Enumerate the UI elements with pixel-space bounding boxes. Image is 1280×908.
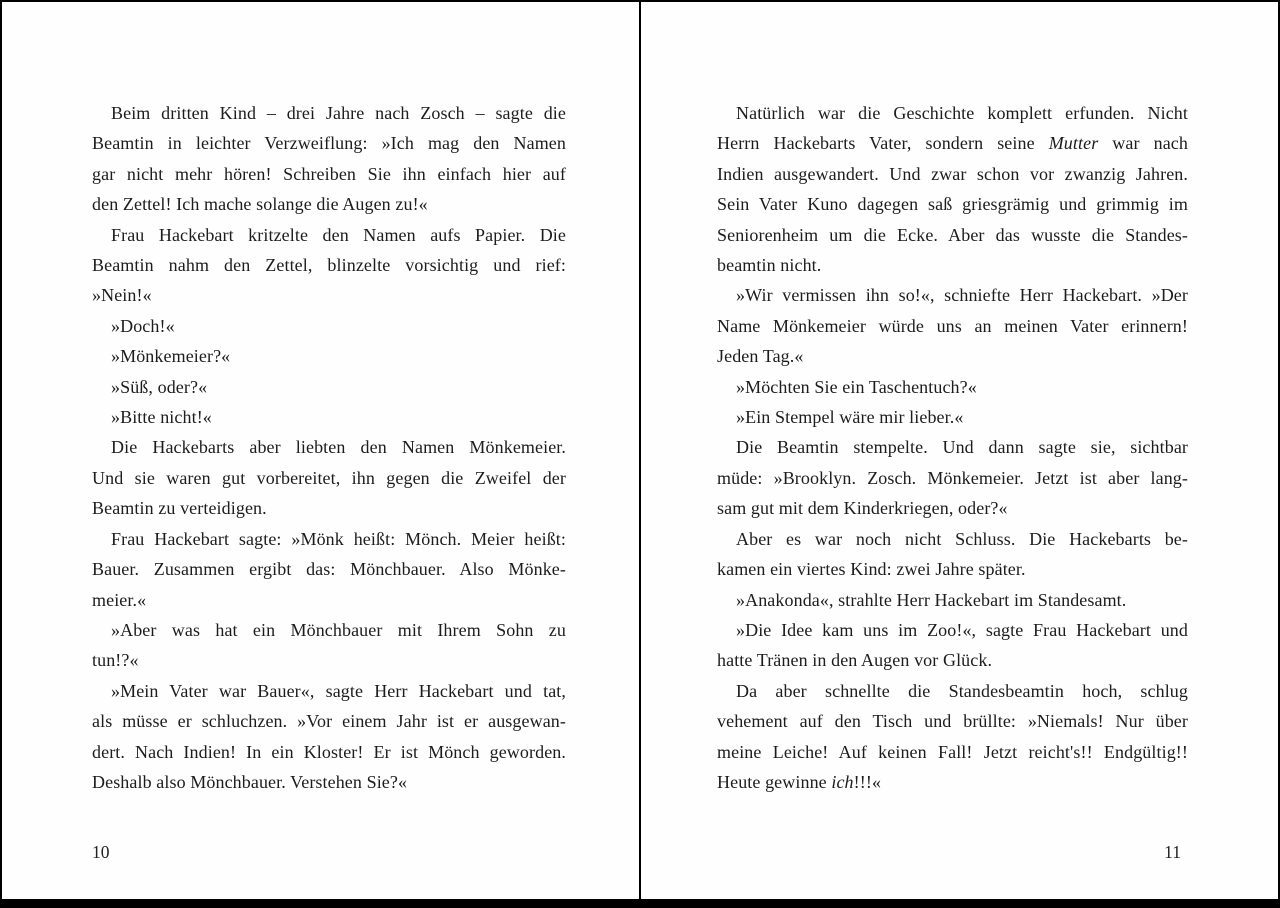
italic-text: ich bbox=[831, 771, 854, 792]
text-run: Die Hackebarts aber liebten den Namen Mönkemeier. bbox=[111, 437, 566, 458]
text-block bbox=[92, 98, 566, 797]
text-line bbox=[92, 554, 566, 584]
paragraph bbox=[92, 524, 566, 615]
page-number-right: 11 bbox=[1164, 842, 1181, 862]
paragraph bbox=[92, 676, 566, 798]
text-line bbox=[717, 524, 1188, 554]
text-run: »Ein Stempel wäre mir lieber.« bbox=[736, 407, 964, 428]
text-line bbox=[92, 311, 566, 341]
text-line bbox=[717, 189, 1188, 219]
text-line bbox=[717, 706, 1188, 736]
text-run: Sein Vater Kuno dagegen saß griesgrämig und grimmig im bbox=[717, 194, 1188, 215]
text-run: »Aber was hat ein Mönchbauer mit Ihrem Sohn zu bbox=[111, 619, 566, 640]
text-run: Die Beamtin stempelte. Und dann sagte sie, sichtbar bbox=[736, 437, 1188, 458]
text-line bbox=[92, 645, 566, 675]
text-line bbox=[717, 220, 1188, 250]
text-run: Beamtin in leichter Verzweiflung: »Ich mag den Namen bbox=[92, 133, 566, 154]
text-run: »Mönkemeier?« bbox=[111, 346, 231, 367]
text-run: sam gut mit dem Kinderkriegen, oder?« bbox=[717, 498, 1008, 519]
text-line bbox=[92, 432, 566, 462]
text-line bbox=[717, 767, 1188, 797]
paragraph bbox=[717, 585, 1188, 615]
text-run: »Bitte nicht!« bbox=[111, 407, 212, 428]
text-line bbox=[92, 706, 566, 736]
paragraph bbox=[717, 524, 1188, 585]
text-line bbox=[92, 493, 566, 523]
italic-text: Mutter bbox=[1048, 133, 1099, 154]
paragraph bbox=[717, 98, 1188, 280]
paragraph bbox=[717, 676, 1188, 798]
text-line bbox=[92, 341, 566, 371]
text-run: als müsse er schluchzen. »Vor einem Jahr ist er ausgewan- bbox=[92, 711, 566, 732]
text-line bbox=[92, 463, 566, 493]
text-line bbox=[92, 585, 566, 615]
text-run: kamen ein viertes Kind: zwei Jahre später. bbox=[717, 559, 1026, 580]
paragraph bbox=[717, 402, 1188, 432]
text-run: Bauer. Zusammen ergibt das: Mönchbauer. Also Mönke- bbox=[92, 559, 566, 580]
text-run: »Wir vermissen ihn so!«, schniefte Herr Hackebart. »Der bbox=[736, 285, 1188, 306]
text-run: Indien ausgewandert. Und zwar schon vor zwanzig Jahren. bbox=[717, 163, 1188, 184]
text-run: !!!« bbox=[853, 771, 882, 792]
text-run: Beim dritten Kind – drei Jahre nach Zosch – sagte die bbox=[111, 103, 566, 123]
text-run: tun!?« bbox=[92, 650, 139, 671]
text-run: Frau Hackebart sagte: »Mönk heißt: Mönch. Meier heißt: bbox=[111, 528, 566, 549]
text-line bbox=[717, 463, 1188, 493]
text-run: »Nein!« bbox=[92, 285, 152, 306]
text-run: Beamtin nahm den Zettel, blinzelte vorsichtig und rief: bbox=[92, 255, 566, 276]
text-line bbox=[92, 615, 566, 645]
text-line bbox=[717, 737, 1188, 767]
text-run: Herrn Hackebarts Vater, sondern seine bbox=[717, 133, 1049, 154]
paragraph bbox=[92, 311, 566, 341]
text-line bbox=[717, 676, 1188, 706]
text-line bbox=[92, 189, 566, 219]
text-line bbox=[717, 585, 1188, 615]
text-line bbox=[92, 250, 566, 280]
paragraph bbox=[717, 432, 1188, 523]
paragraph bbox=[717, 372, 1188, 402]
text-run: Aber es war noch nicht Schluss. Die Hackebarts be- bbox=[736, 528, 1188, 549]
bottom-bar bbox=[0, 899, 1280, 908]
text-run: Deshalb also Mönchbauer. Verstehen Sie?« bbox=[92, 771, 408, 792]
text-run: Seniorenheim um die Ecke. Aber das wusste die Standes- bbox=[717, 224, 1188, 245]
text-line bbox=[92, 159, 566, 189]
text-run: meier.« bbox=[92, 589, 147, 610]
text-run: »Die Idee kam uns im Zoo!«, sagte Frau Hackebart und bbox=[736, 619, 1188, 640]
paragraph bbox=[92, 372, 566, 402]
text-run: Natürlich war die Geschichte komplett erfunden. Nicht bbox=[736, 103, 1188, 123]
text-run: gar nicht mehr hören! Schreiben Sie ihn einfach hier auf bbox=[92, 163, 566, 184]
text-run: Frau Hackebart kritzelte den Namen aufs Papier. Die bbox=[111, 224, 566, 245]
text-run: meine Leiche! Auf keinen Fall! Jetzt reicht's!! Endgültig!! bbox=[717, 741, 1188, 762]
text-run: »Anakonda«, strahlte Herr Hackebart im Standesamt. bbox=[736, 589, 1127, 610]
text-run: Jeden Tag.« bbox=[717, 346, 804, 367]
text-run: Und sie waren gut vorbereitet, ihn gegen die Zweifel der bbox=[92, 467, 566, 488]
text-run: Beamtin zu verteidigen. bbox=[92, 498, 267, 519]
paragraph bbox=[92, 220, 566, 311]
text-line bbox=[717, 493, 1188, 523]
text-line bbox=[92, 280, 566, 310]
text-line bbox=[717, 128, 1188, 158]
text-line bbox=[92, 372, 566, 402]
text-line bbox=[717, 280, 1188, 310]
text-line bbox=[717, 554, 1188, 584]
text-line bbox=[717, 372, 1188, 402]
text-line bbox=[92, 676, 566, 706]
text-run: müde: »Brooklyn. Zosch. Mönkemeier. Jetzt ist aber lang- bbox=[717, 467, 1188, 488]
paragraph bbox=[92, 615, 566, 676]
text-run: Heute gewinne bbox=[717, 771, 832, 792]
text-line bbox=[717, 250, 1188, 280]
paragraph bbox=[717, 615, 1188, 676]
text-run: »Mein Vater war Bauer«, sagte Herr Hackebart und tat, bbox=[111, 680, 566, 701]
paragraph bbox=[717, 280, 1188, 371]
paragraph bbox=[92, 341, 566, 371]
text-run: hatte Tränen in den Augen vor Glück. bbox=[717, 650, 993, 671]
text-line bbox=[717, 159, 1188, 189]
text-line bbox=[92, 524, 566, 554]
text-line bbox=[717, 645, 1188, 675]
text-run: Da aber schnellte die Standesbeamtin hoch, schlug bbox=[736, 680, 1188, 701]
paragraph bbox=[92, 98, 566, 220]
text-run: Name Mönkemeier würde uns an meinen Vater erinnern! bbox=[717, 315, 1188, 336]
text-line bbox=[717, 432, 1188, 462]
text-block bbox=[717, 98, 1188, 797]
text-line bbox=[717, 311, 1188, 341]
text-run: den Zettel! Ich mache solange die Augen zu!« bbox=[92, 194, 428, 215]
paragraph bbox=[92, 402, 566, 432]
text-line bbox=[717, 615, 1188, 645]
text-line bbox=[92, 220, 566, 250]
text-line bbox=[717, 98, 1188, 128]
text-run: »Süß, oder?« bbox=[111, 376, 208, 397]
text-run: vehement auf den Tisch und brüllte: »Niemals! Nur über bbox=[717, 711, 1188, 732]
page-right bbox=[641, 2, 1278, 908]
text-line bbox=[92, 98, 566, 128]
text-run: »Möchten Sie ein Taschentuch?« bbox=[736, 376, 977, 397]
page-number-left: 10 bbox=[92, 842, 110, 862]
text-run: dert. Nach Indien! In ein Kloster! Er ist Mönch geworden. bbox=[92, 741, 566, 762]
text-line bbox=[92, 402, 566, 432]
text-run: »Doch!« bbox=[111, 315, 175, 336]
text-line bbox=[717, 341, 1188, 371]
text-line bbox=[92, 737, 566, 767]
text-line bbox=[92, 767, 566, 797]
text-run: beamtin nicht. bbox=[717, 255, 822, 276]
paragraph bbox=[92, 432, 566, 523]
page-left bbox=[2, 2, 639, 908]
text-line bbox=[717, 402, 1188, 432]
text-line bbox=[92, 128, 566, 158]
text-run: war nach bbox=[1098, 133, 1188, 154]
